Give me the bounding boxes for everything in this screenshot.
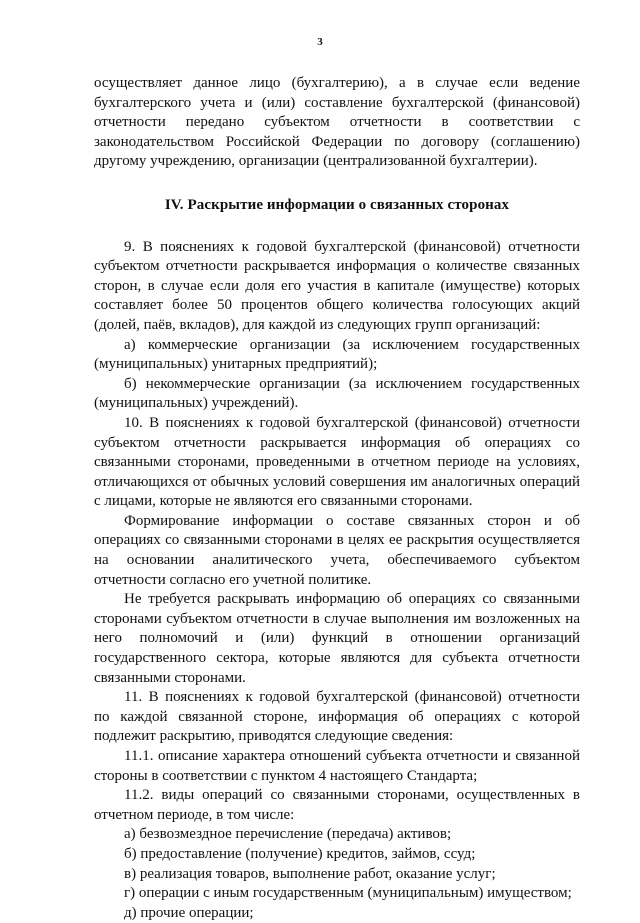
paragraph-9-b: б) некоммерческие организации (за исключением государственных (муниципальных) учреждений). (94, 375, 580, 412)
paragraph-11: 11. В пояснениях к годовой бухгалтерской (финансовой) отчетности по каждой связанной стороне, информация об операциях с которой подлежит раскрытию, приводятся следующие сведения: (94, 689, 580, 745)
paragraph-9-a: а) коммерческие организации (за исключением государственных (муниципальных) унитарных предприятий); (94, 336, 580, 373)
page-number: 3 (317, 36, 323, 48)
list-item: г) операции с иным государственным (муниципальным) имуществом; (124, 885, 572, 902)
list-item: б) предоставление (получение) кредитов, займов, ссуд; (124, 845, 476, 862)
list-item: д) прочие операции; (124, 904, 254, 921)
paragraph-9: 9. В пояснениях к годовой бухгалтерской (финансовой) отчетности субъектом отчетности раскрывается информация о количестве связанных сторон, в случае если доля его участия в капитале (имуществе) которых составляет более 50 процентов общего количества голосующих акций (долей, паёв, вкладов), для каждой из следующих групп организаций: (94, 238, 580, 333)
list-item: в) реализация товаров, выполнение работ, оказание услуг; (124, 865, 496, 882)
paragraph-continuation: осуществляет данное лицо (бухгалтерию), а в случае если ведение бухгалтерского учета и (или) составление бухгалтерской (финансовой) отчетности передано субъектом отчетности в соответствии с законодательством Российской Федерации по договору (соглашению) другому учреждению, организации (централизованной бухгалтерии). (94, 75, 580, 170)
paragraph-11-1: 11.1. описание характера отношений субъекта отчетности и связанной стороны в соответствии с пунктом 4 настоящего Стандарта; (94, 748, 580, 784)
paragraph-10-formation: Формирование информации о составе связанных сторон и об операциях со связанными сторонами в целях ее раскрытия осуществляется на основании аналитического учета, обеспечиваемого субъектом отчетности согласно его учетной политике. (94, 512, 580, 588)
section-heading: IV. Раскрытие информации о связанных сторонах (164, 196, 510, 213)
paragraph-10-not-required: Не требуется раскрывать информацию об операциях со связанными сторонами субъектом отчетности в случае выполнения им возложенных на него полномочий и (или) функций в отношении организаций государственного сектора, которые являются для субъекта отчетности связанными сторонами. (94, 591, 580, 686)
document-body (94, 74, 580, 923)
list-item: а) безвозмездное перечисление (передача) активов; (124, 826, 452, 843)
paragraph-11-2: 11.2. виды операций со связанными сторонами, осуществленных в отчетном периоде, в том числе: (94, 787, 580, 823)
paragraph-10: 10. В пояснениях к годовой бухгалтерской (финансовой) отчетности субъектом отчетности раскрывается информация об операциях со связанными сторонами, проведенными в отчетном периоде на условиях, отличающихся от обычных условий совершения им аналогичных операций с лицами, которые не являются его связанными сторонами. (94, 414, 580, 510)
